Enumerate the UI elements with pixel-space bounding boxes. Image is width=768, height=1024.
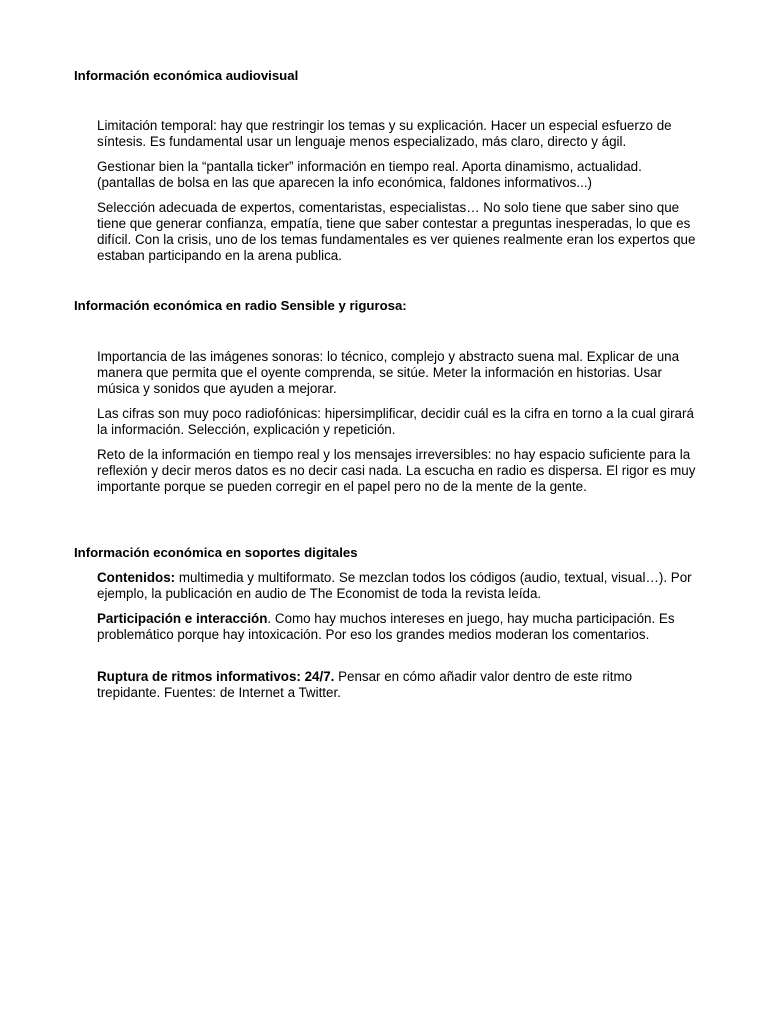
paragraph-body: Pensar en cómo añadir valor dentro de este ritmo trepidante. Fuentes: de Internet a Twitter. [97,669,633,700]
paragraph-tiempo-real: Reto de la información en tiempo real y los mensajes irreversibles: no hay espacio suficiente para la reflexión y decir meros datos es no decir casi nada. La escucha en radio es dispersa. El rigor es muy importante porque se pueden corregir en el papel pero no de la mente de la gente. [97,447,696,494]
paragraph-ruptura-ritmos [97,669,697,701]
paragraph-seleccion-expertos: Selección adecuada de expertos, comentaristas, especialistas… No solo tiene que saber sino que tiene que generar confianza, empatía, tiene que saber contestar a preguntas inesperadas, lo que es difícil. Con la crisis, uno de los temas fundamentales es ver quienes realmente eran los expertos que estaban participando en la arena publica. [97,200,696,263]
paragraph-lead: Participación e interacción [97,611,268,626]
paragraph-body: multimedia y multiformato. Se mezclan todos los códigos (audio, textual, visual…). Por ejemplo, la publicación en audio de The Economist de toda la revista leída. [97,570,692,601]
paragraph-lead: Contenidos: [97,570,176,585]
paragraph-cifras: Las cifras son muy poco radiofónicas: hipersimplificar, decidir cuál es la cifra en torno a la cual girará la información. Selección, explicación y repetición. [97,406,694,437]
paragraph-imagenes-sonoras: Importancia de las imágenes sonoras: lo técnico, complejo y abstracto suena mal. Explicar de una manera que permita que el oyente comprenda, se sitúe. Meter la información en historias. Usar música y sonidos que ayuden a mejorar. [97,349,680,396]
paragraph-limitacion-temporal: Limitación temporal: hay que restringir los temas y su explicación. Hacer un especial esfuerzo de síntesis. Es fundamental usar un lenguaje menos especializado, más claro, directo y ágil. [97,118,672,149]
paragraph-contenidos [97,570,697,602]
paragraph-participacion [97,611,697,643]
paragraph-lead: Ruptura de ritmos informativos: 24/7. [97,669,335,684]
section-heading-radio: Información económica en radio Sensible y rigurosa: [74,298,407,313]
paragraph-pantalla-ticker: Gestionar bien la “pantalla ticker” información en tiempo real. Aporta dinamismo, actualidad. (pantallas de bolsa en las que aparecen la info económica, faldones informativos...) [97,159,642,190]
paragraph-body: . Como hay muchos intereses en juego, hay mucha participación. Es problemático porque hay intoxicación. Por eso los grandes medios moderan los comentarios. [97,611,675,642]
section-heading-audiovisual: Información económica audiovisual [74,68,299,83]
section-heading-digitales: Información económica en soportes digitales [74,545,358,560]
